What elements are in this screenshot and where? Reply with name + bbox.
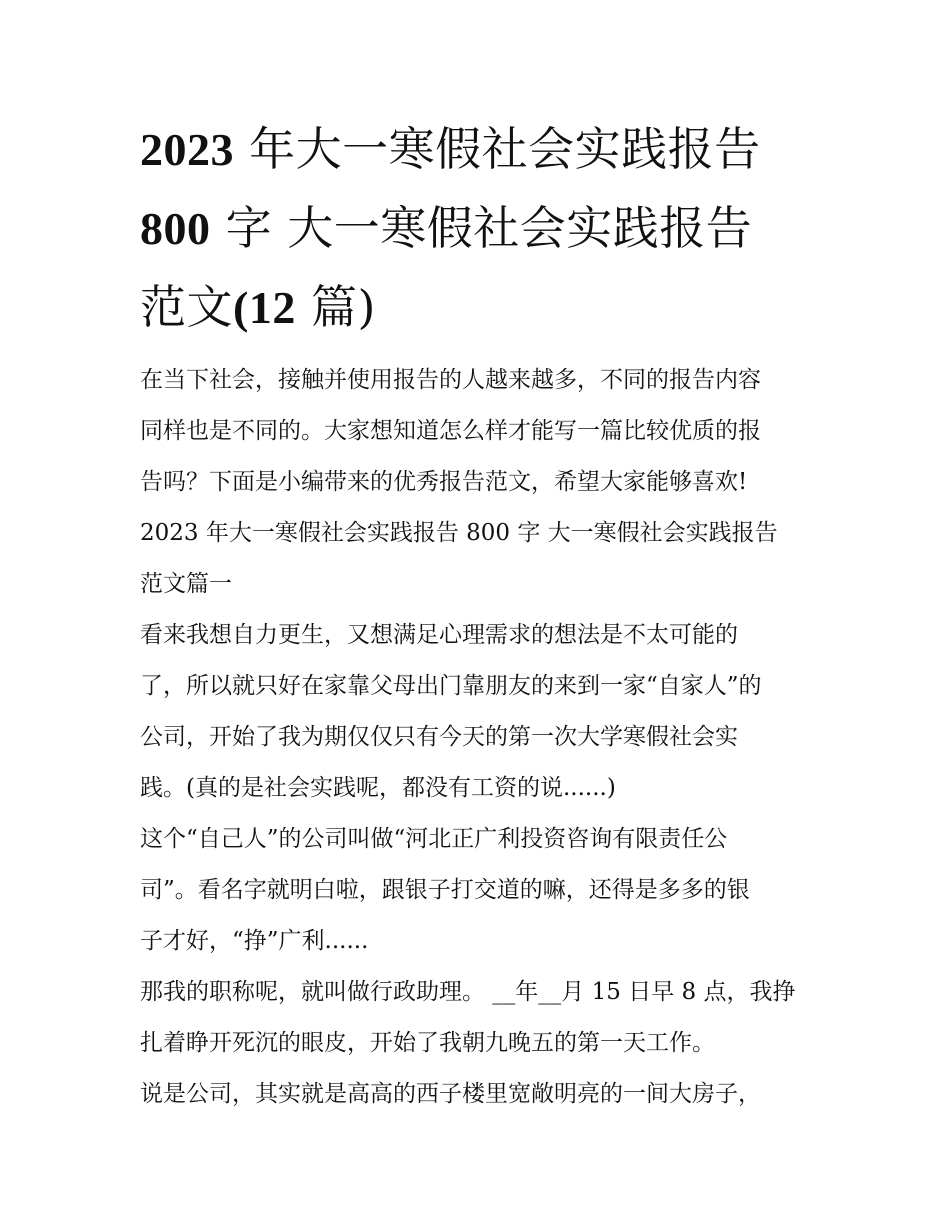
body-line: 那我的职称呢，就叫做行政助理。 __年__月 15 日早 8 点，我挣 [140,979,796,1005]
title-word-count: 800 [140,203,211,254]
body-line: 范文篇一 [140,571,232,597]
document-body [140,355,830,1120]
title-count: (12 [233,282,296,333]
title-line-1-text: 年大一寒假社会实践报告 [234,122,761,176]
title-line-3 [140,268,830,347]
body-line: 子才好，“挣”广利...... [140,928,369,954]
body-line: 公司，开始了我为期仅仅只有今天的第一次大学寒假社会实 [140,724,738,750]
title-line-2 [140,189,830,268]
body-line: 在当下社会，接触并使用报告的人越来越多，不同的报告内容 [140,367,761,393]
body-line: 说是公司，其实就是高高的西子楼里宽敞明亮的一间大房子， [140,1081,761,1107]
body-line: 2023 年大一寒假社会实践报告 800 字 大一寒假社会实践报告 [140,520,778,546]
title-year: 2023 [140,124,234,175]
document-title [140,110,830,347]
body-line: 同样也是不同的。大家想知道怎么样才能写一篇比较优质的报 [140,418,761,444]
title-line-1 [140,110,830,189]
title-line-3-text-a: 范文 [140,280,233,334]
body-line: 司”。看名字就明白啦，跟银子打交道的嘛，还得是多多的银 [140,877,750,903]
body-line: 看来我想自力更生，又想满足心理需求的想法是不太可能的 [140,622,738,648]
body-line: 了，所以就只好在家靠父母出门靠朋友的来到一家“自家人”的 [140,673,762,699]
title-line-2-text: 字 大一寒假社会实践报告 [210,201,753,255]
body-line: 告吗？下面是小编带来的优秀报告范文，希望大家能够喜欢! [140,469,748,495]
body-line: 扎着睁开死沉的眼皮，开始了我朝九晚五的第一天工作。 [140,1030,715,1056]
title-line-3-text-b: 篇) [295,280,376,334]
body-line: 这个“自己人”的公司叫做“河北正广利投资咨询有限责任公 [140,826,728,852]
body-line: 践。(真的是社会实践呢，都没有工资的说......) [140,775,616,801]
